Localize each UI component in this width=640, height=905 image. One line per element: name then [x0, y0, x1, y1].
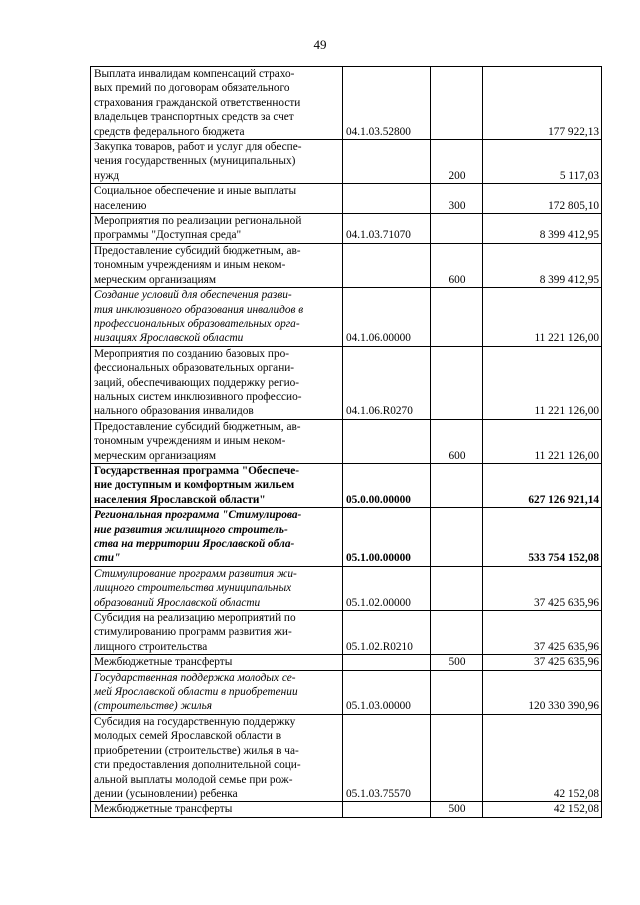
- row-name-line: Мероприятия по реализации региональной: [94, 215, 302, 228]
- row-target-code: 04.1.06.00000: [343, 288, 431, 347]
- row-name-line: чения государственных (муниципальных): [94, 155, 296, 168]
- row-name-line: альной выплаты молодой семье при рож-: [94, 773, 293, 786]
- row-name-line: низациях Ярославской области: [94, 332, 244, 345]
- table-row: [91, 611, 602, 655]
- row-name-line: нального образования инвалидов: [94, 405, 254, 418]
- row-amount: 533 754 152,08: [483, 508, 602, 567]
- row-name-line: страхования гражданской ответственности: [94, 96, 301, 109]
- row-name: [91, 346, 343, 419]
- table-row: [91, 670, 602, 714]
- row-name-line: тономным учреждениям и иным неком-: [94, 259, 286, 272]
- row-expense-type: 300: [431, 184, 483, 214]
- row-amount: 37 425 635,96: [483, 655, 602, 670]
- budget-table-body: [91, 67, 602, 818]
- table-row: [91, 508, 602, 567]
- row-target-code: 05.1.00.00000: [343, 508, 431, 567]
- row-name-line: дении (усыновлении) ребенка: [94, 787, 238, 800]
- row-name-line: ства на территории Ярославской обла-: [94, 538, 295, 550]
- row-expense-type: 500: [431, 655, 483, 670]
- row-name-line: лищного строительства: [94, 640, 208, 653]
- row-expense-type: [431, 67, 483, 140]
- table-row: [91, 566, 602, 610]
- row-amount: 8 399 412,95: [483, 243, 602, 287]
- row-name-line: мерческим организациям: [94, 449, 216, 462]
- row-amount: 42 152,08: [483, 714, 602, 801]
- row-amount: 120 330 390,96: [483, 670, 602, 714]
- row-amount: 627 126 921,14: [483, 463, 602, 507]
- row-name-line: профессиональных образовательных орга-: [94, 317, 300, 330]
- row-amount: 37 425 635,96: [483, 611, 602, 655]
- row-name-line: вых премий по договорам обязательного: [94, 82, 290, 95]
- row-name-line: Закупка товаров, работ и услуг для обеспе-: [94, 141, 302, 154]
- row-target-code: [343, 184, 431, 214]
- row-target-code: [343, 419, 431, 463]
- row-target-code: 05.1.02.00000: [343, 566, 431, 610]
- row-name-line: фессиональных образовательных органи-: [94, 362, 295, 375]
- table-row: [91, 288, 602, 347]
- row-amount: 172 805,10: [483, 184, 602, 214]
- row-name: [91, 214, 343, 244]
- row-amount: 11 221 126,00: [483, 288, 602, 347]
- row-name-line: (строительстве) жилья: [94, 700, 212, 713]
- row-name: [91, 611, 343, 655]
- row-name-line: нальных систем инклюзивного профессио-: [94, 390, 302, 403]
- row-expense-type: [431, 346, 483, 419]
- budget-table: [90, 66, 602, 818]
- row-name-line: тономным учреждениям и иным неком-: [94, 435, 286, 448]
- row-target-code: 05.0.00.00000: [343, 463, 431, 507]
- row-name-line: Государственная поддержка молодых се-: [94, 671, 296, 684]
- row-target-code: [343, 802, 431, 817]
- row-expense-type: 600: [431, 243, 483, 287]
- row-name-line: тия инклюзивного образования инвалидов в: [94, 303, 304, 316]
- row-name: [91, 802, 343, 817]
- row-name: [91, 243, 343, 287]
- row-name-line: молодых семей Ярославской области в: [94, 730, 282, 743]
- row-name: [91, 67, 343, 140]
- row-expense-type: [431, 670, 483, 714]
- row-name-line: населения Ярославской области": [94, 493, 266, 506]
- row-name-line: Субсидия на реализацию мероприятий по: [94, 612, 296, 625]
- row-name: [91, 288, 343, 347]
- row-target-code: 05.1.02.R0210: [343, 611, 431, 655]
- row-expense-type: 200: [431, 140, 483, 184]
- row-name-line: населению: [94, 199, 147, 212]
- table-row: [91, 184, 602, 214]
- table-row: [91, 214, 602, 244]
- row-name: [91, 419, 343, 463]
- row-name-line: лищного строительства муниципальных: [94, 582, 292, 595]
- table-row: [91, 346, 602, 419]
- row-name-line: ние развития жилищного строитель-: [94, 523, 288, 536]
- row-name-line: средств федерального бюджета: [94, 125, 245, 138]
- row-expense-type: [431, 214, 483, 244]
- row-amount: 11 221 126,00: [483, 346, 602, 419]
- table-row: [91, 140, 602, 184]
- row-target-code: [343, 655, 431, 670]
- row-target-code: 05.1.03.75570: [343, 714, 431, 801]
- row-name-line: ние доступным и комфортным жильем: [94, 479, 295, 492]
- row-name: [91, 508, 343, 567]
- row-target-code: 04.1.06.R0270: [343, 346, 431, 419]
- row-name-line: владельцев транспортных средств за счет: [94, 111, 294, 124]
- row-expense-type: [431, 288, 483, 347]
- row-target-code: [343, 140, 431, 184]
- row-expense-type: 500: [431, 802, 483, 817]
- row-name: [91, 670, 343, 714]
- row-name-line: программы "Доступная среда": [94, 229, 242, 242]
- row-expense-type: [431, 611, 483, 655]
- row-amount: 5 117,03: [483, 140, 602, 184]
- row-amount: 8 399 412,95: [483, 214, 602, 244]
- row-target-code: 04.1.03.71070: [343, 214, 431, 244]
- row-expense-type: [431, 463, 483, 507]
- row-name: [91, 140, 343, 184]
- row-target-code: 04.1.03.52800: [343, 67, 431, 140]
- row-name-line: Предоставление субсидий бюджетным, ав-: [94, 420, 301, 433]
- row-target-code: [343, 243, 431, 287]
- row-target-code: 05.1.03.00000: [343, 670, 431, 714]
- row-name-line: Межбюджетные трансферты: [94, 656, 233, 669]
- table-row: [91, 655, 602, 670]
- row-name-line: мерческим организациям: [94, 273, 216, 286]
- table-row: [91, 714, 602, 801]
- row-name-line: сти предоставления дополнительной соци-: [94, 759, 301, 772]
- row-name-line: нужд: [94, 169, 120, 182]
- row-amount: 11 221 126,00: [483, 419, 602, 463]
- row-name-line: заций, обеспечивающих поддержку регио-: [94, 376, 300, 389]
- row-amount: 37 425 635,96: [483, 566, 602, 610]
- row-name: [91, 463, 343, 507]
- row-name-line: приобретении (строительстве) жилья в ча-: [94, 744, 299, 757]
- row-name: [91, 714, 343, 801]
- page-number: 49: [313, 37, 327, 52]
- row-name-line: образований Ярославской области: [94, 596, 261, 609]
- row-name-line: сти": [94, 552, 121, 565]
- row-expense-type: [431, 714, 483, 801]
- row-name-line: Социальное обеспечение и иные выплаты: [94, 185, 297, 198]
- row-expense-type: [431, 566, 483, 610]
- table-row: [91, 67, 602, 140]
- row-amount: 42 152,08: [483, 802, 602, 817]
- row-name-line: стимулированию программ развития жи-: [94, 626, 292, 639]
- row-name-line: Межбюджетные трансферты: [94, 803, 233, 816]
- table-row: [91, 419, 602, 463]
- row-name-line: Субсидия на государственную поддержку: [94, 715, 296, 728]
- table-row: [91, 243, 602, 287]
- table-row: [91, 802, 602, 817]
- row-name-line: Стимулирование программ развития жи-: [94, 567, 297, 580]
- row-expense-type: [431, 508, 483, 567]
- row-expense-type: 600: [431, 419, 483, 463]
- row-name: [91, 566, 343, 610]
- row-name: [91, 184, 343, 214]
- table-row: [91, 463, 602, 507]
- row-name-line: Государственная программа "Обеспече-: [94, 464, 299, 477]
- row-amount: 177 922,13: [483, 67, 602, 140]
- row-name-line: Предоставление субсидий бюджетным, ав-: [94, 244, 301, 257]
- row-name-line: Создание условий для обеспечения разви-: [94, 289, 292, 302]
- row-name-line: Мероприятия по созданию базовых про-: [94, 347, 290, 360]
- row-name-line: мей Ярославской области в приобретении: [94, 686, 298, 699]
- row-name-line: Выплата инвалидам компенсаций страхо-: [94, 68, 295, 80]
- row-name: [91, 655, 343, 670]
- row-name-line: Региональная программа "Стимулирова-: [94, 509, 302, 522]
